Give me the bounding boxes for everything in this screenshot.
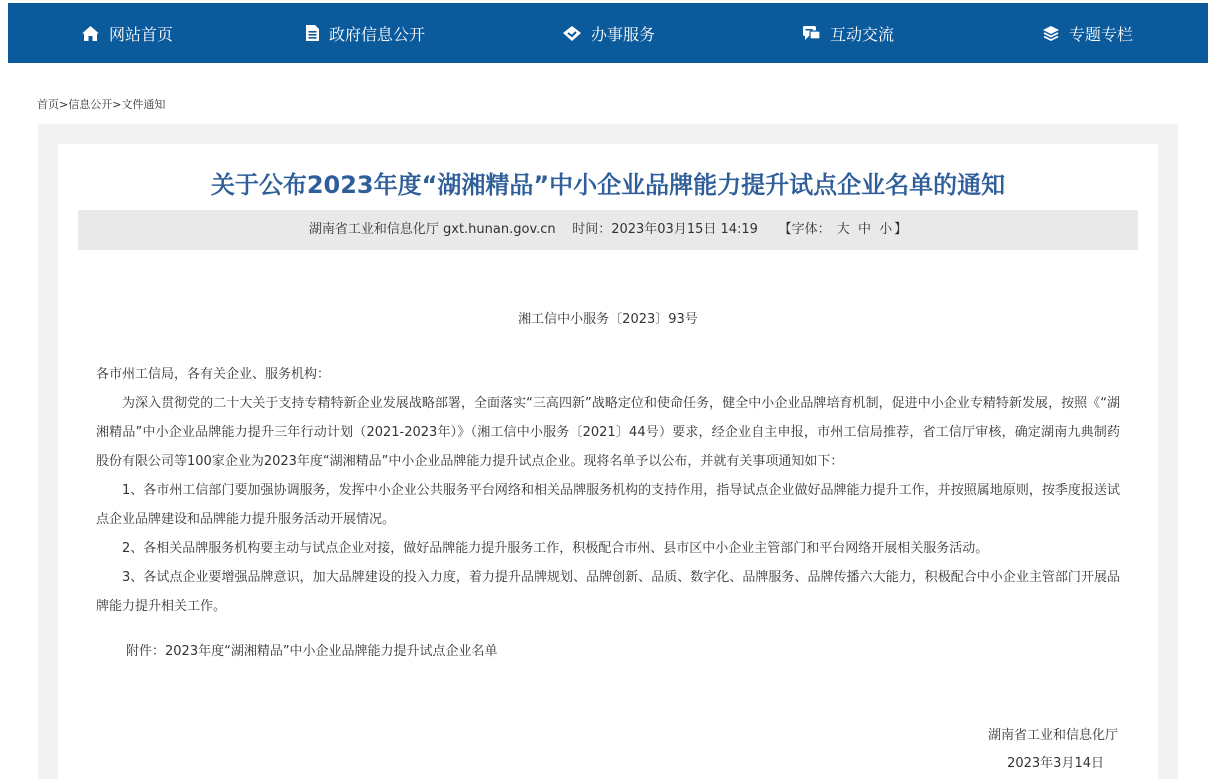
breadcrumb-current-link[interactable]: 文件通知: [121, 98, 166, 111]
article-card: [58, 144, 1158, 779]
article-meta-bar: [78, 210, 1138, 250]
breadcrumb-home-link[interactable]: 首页: [37, 98, 59, 111]
breadcrumb-separator: >: [112, 98, 122, 111]
article-source: 湖南省工业和信息化厅 gxt.hunan.gov.cn: [308, 222, 556, 237]
body-paragraph: 1、各市州工信部门要加强协调服务，发挥中小企业公共服务平台网络和相关品牌服务机构的支持作用，指导试点企业做好品牌能力提升工作，并按照属地原则，按季度报送试点企业品牌建设和品牌能力提升服务活动开展情况。: [96, 483, 1120, 527]
breadcrumb-separator: >: [59, 98, 69, 111]
font-size-large-button[interactable]: 大: [836, 222, 850, 237]
nav-item-services[interactable]: [562, 3, 655, 63]
signature-date: 2023年3月14日: [1007, 756, 1104, 771]
attachment-link[interactable]: 附件：2023年度“湖湘精品”中小企业品牌能力提升试点企业名单: [126, 644, 498, 659]
document-icon: [305, 24, 320, 42]
nav-item-label: 政府信息公开: [329, 24, 426, 44]
nav-item-label: 网站首页: [109, 24, 174, 44]
chat-icon: [802, 25, 821, 42]
home-icon: [81, 25, 100, 42]
article-time: 时间：2023年03月15日 14:19: [572, 222, 758, 237]
body-paragraph: 3、各试点企业要增强品牌意识，加大品牌建设的投入力度，着力提升品牌规划、品牌创新、品质、数字化、品牌服务、品牌传播六大能力，积极配合中小企业主管部门开展品牌能力提升相关工作。: [96, 570, 1120, 614]
handshake-icon: [562, 25, 582, 42]
font-size-medium-button[interactable]: 中: [857, 222, 871, 237]
nav-item-home[interactable]: [81, 3, 173, 63]
nav-item-interaction[interactable]: [802, 3, 894, 63]
nav-item-label: 互动交流: [830, 24, 895, 44]
document-number: 湘工信中小服务〔2023〕93号: [518, 312, 698, 327]
top-navigation: [8, 3, 1208, 63]
font-size-suffix: 】: [894, 222, 908, 237]
article-body: [96, 360, 1120, 621]
nav-item-label: 办事服务: [591, 24, 656, 44]
article-title: 关于公布2023年度“湖湘精品”中小企业品牌能力提升试点企业名单的通知: [210, 171, 1006, 199]
layers-icon: [1042, 25, 1060, 42]
body-paragraph: 为深入贯彻党的二十大关于支持专精特新企业发展战略部署，全面落实“三高四新”战略定位和使命任务，健全中小企业品牌培育机制，促进中小企业专精特新发展，按照《“湖湘精品”中小企业品牌能力提升三年行动计划（2021-2023年）》（湘工信中小服务〔2021〕44号）要求，经企业自主申报，市州工信局推荐，省工信厅审核，确定湖南九典制药股份有限公司等100家企业为2023年度“湖湘精品”中小企业品牌能力提升试点企业。现将名单予以公布，并就有关事项通知如下：: [96, 396, 1120, 469]
salutation: 各市州工信局，各有关企业、服务机构：: [96, 367, 331, 382]
font-size-small-button[interactable]: 小: [879, 222, 893, 237]
breadcrumb: [37, 96, 165, 112]
breadcrumb-info-link[interactable]: 信息公开: [68, 98, 113, 111]
nav-item-special-topics[interactable]: [1042, 3, 1133, 63]
font-size-prefix: 【字体：: [778, 222, 831, 237]
body-paragraph: 2、各相关品牌服务机构要主动与试点企业对接，做好品牌能力提升服务工作，积极配合市州、县市区中小企业主管部门和平台网络开展相关服务活动。: [122, 541, 989, 556]
nav-item-label: 专题专栏: [1069, 24, 1134, 44]
content-background: [38, 124, 1178, 779]
nav-item-government-info[interactable]: [305, 3, 425, 63]
signature: 湖南省工业和信息化厅: [987, 728, 1118, 743]
